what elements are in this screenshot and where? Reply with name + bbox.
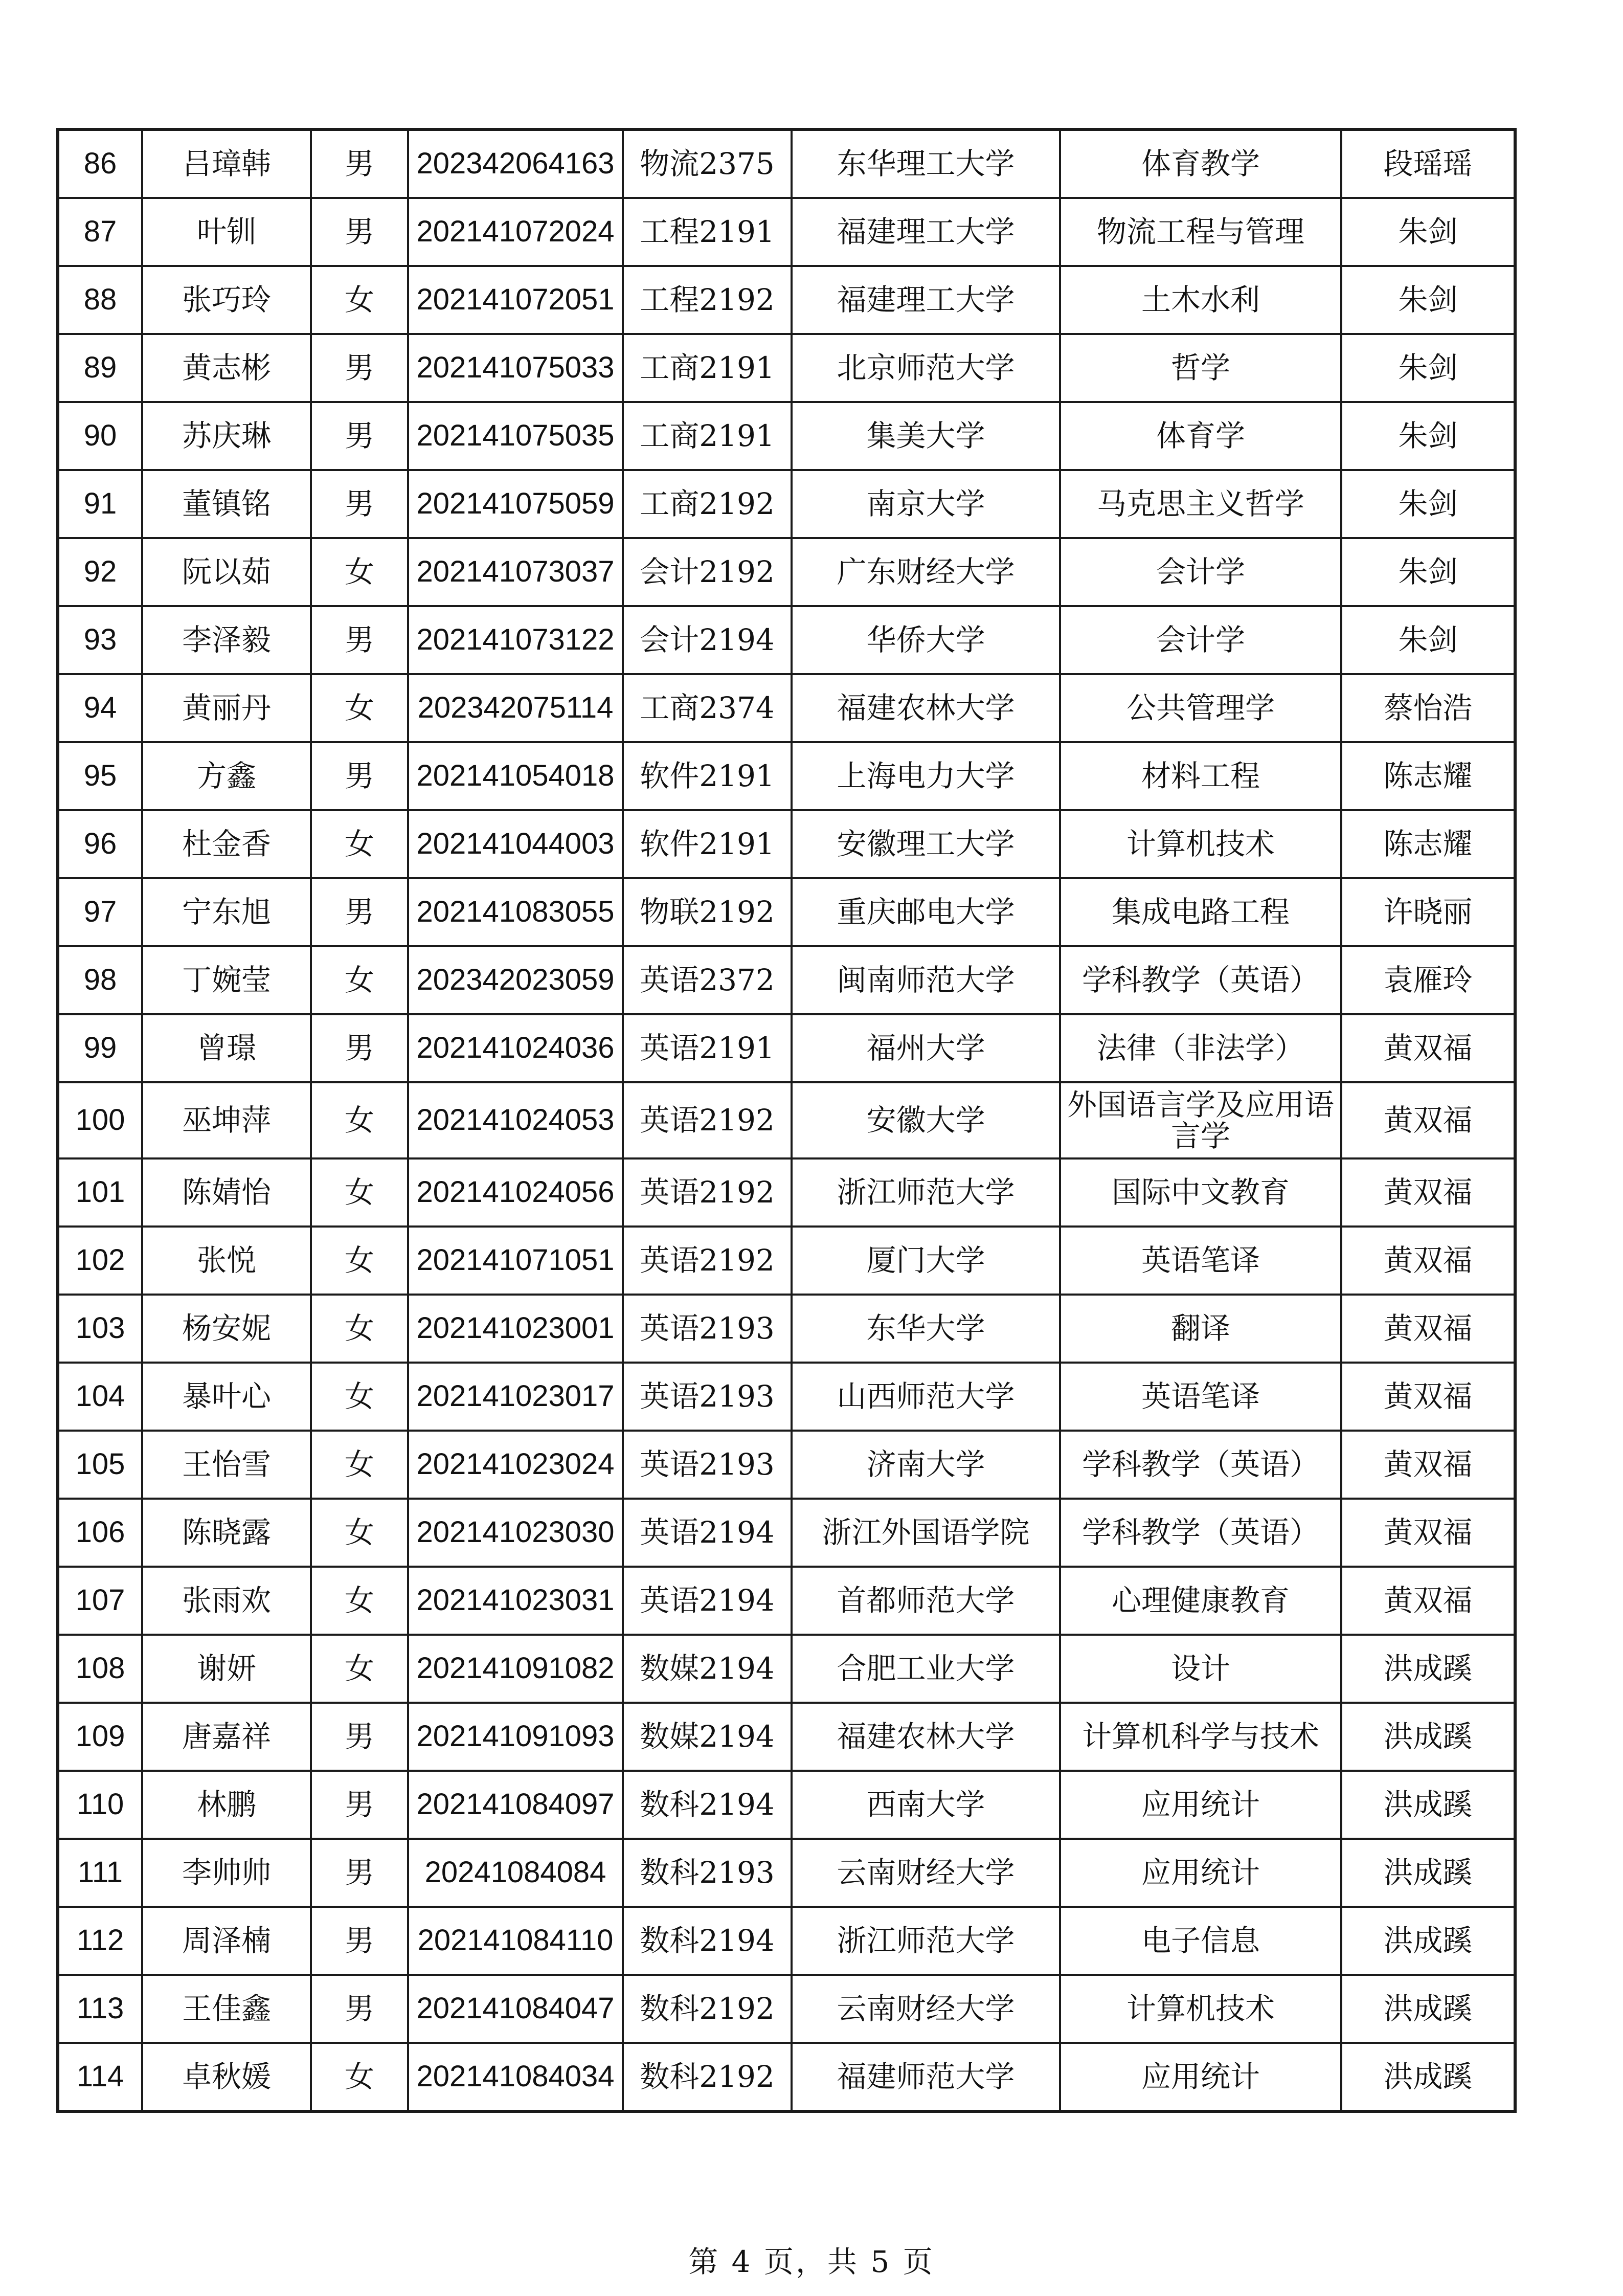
admitted-major: 英语笔译 — [1060, 1363, 1341, 1431]
admitted-major: 心理健康教育 — [1060, 1567, 1341, 1635]
advisor-name: 洪成蹊 — [1341, 1635, 1515, 1703]
advisor-name: 朱剑 — [1341, 198, 1515, 266]
student-class: 数科2192 — [623, 1975, 792, 2043]
row-number: 94 — [58, 674, 142, 742]
table-row — [58, 946, 1515, 1014]
admitted-university: 云南财经大学 — [792, 1975, 1060, 2043]
student-id: 202141072051 — [408, 266, 623, 334]
advisor-name: 陈志耀 — [1341, 742, 1515, 810]
table-row — [58, 674, 1515, 742]
row-number: 86 — [58, 129, 142, 198]
student-class: 英语2372 — [623, 946, 792, 1014]
admitted-major: 会计学 — [1060, 606, 1341, 674]
student-class: 英语2192 — [623, 1227, 792, 1295]
advisor-name: 黄双福 — [1341, 1014, 1515, 1082]
student-id: 202141072024 — [408, 198, 623, 266]
advisor-name: 洪成蹊 — [1341, 1907, 1515, 1975]
student-name: 吕璋韩 — [142, 129, 311, 198]
student-id: 202141083055 — [408, 878, 623, 946]
row-number: 113 — [58, 1975, 142, 2043]
student-gender: 男 — [311, 1839, 408, 1907]
student-gender: 男 — [311, 1014, 408, 1082]
student-id: 202141084097 — [408, 1771, 623, 1839]
row-number: 88 — [58, 266, 142, 334]
admitted-university: 浙江师范大学 — [792, 1907, 1060, 1975]
table-row — [58, 1431, 1515, 1499]
advisor-name: 朱剑 — [1341, 470, 1515, 538]
advisor-name: 朱剑 — [1341, 266, 1515, 334]
student-class: 英语2193 — [623, 1363, 792, 1431]
row-number: 100 — [58, 1082, 142, 1158]
admitted-major: 应用统计 — [1060, 1839, 1341, 1907]
advisor-name: 朱剑 — [1341, 334, 1515, 402]
student-name: 曾璟 — [142, 1014, 311, 1082]
row-number: 96 — [58, 810, 142, 878]
advisor-name: 黄双福 — [1341, 1295, 1515, 1363]
table-row — [58, 1499, 1515, 1567]
table-row — [58, 1635, 1515, 1703]
student-name: 宁东旭 — [142, 878, 311, 946]
advisor-name: 黄双福 — [1341, 1082, 1515, 1158]
advisor-name: 朱剑 — [1341, 402, 1515, 470]
student-name: 董镇铭 — [142, 470, 311, 538]
student-gender: 女 — [311, 1431, 408, 1499]
row-number: 114 — [58, 2043, 142, 2111]
student-name: 丁婉莹 — [142, 946, 311, 1014]
student-class: 英语2194 — [623, 1567, 792, 1635]
student-id: 202141084110 — [408, 1907, 623, 1975]
advisor-name: 许晓丽 — [1341, 878, 1515, 946]
student-gender: 女 — [311, 674, 408, 742]
admitted-university: 安徽理工大学 — [792, 810, 1060, 878]
table-row — [58, 1839, 1515, 1907]
admitted-university: 广东财经大学 — [792, 538, 1060, 606]
student-name: 谢妍 — [142, 1635, 311, 1703]
row-number: 93 — [58, 606, 142, 674]
row-number: 87 — [58, 198, 142, 266]
admitted-major: 学科教学（英语） — [1060, 1499, 1341, 1567]
student-name: 李帅帅 — [142, 1839, 311, 1907]
row-number: 101 — [58, 1158, 142, 1227]
student-id: 202141024053 — [408, 1082, 623, 1158]
student-name: 叶钏 — [142, 198, 311, 266]
row-number: 102 — [58, 1227, 142, 1295]
student-class: 软件2191 — [623, 742, 792, 810]
advisor-name: 黄双福 — [1341, 1227, 1515, 1295]
student-gender: 女 — [311, 1227, 408, 1295]
table-row — [58, 266, 1515, 334]
row-number: 111 — [58, 1839, 142, 1907]
student-name: 陈晓露 — [142, 1499, 311, 1567]
table-row — [58, 878, 1515, 946]
row-number: 99 — [58, 1014, 142, 1082]
row-number: 105 — [58, 1431, 142, 1499]
student-id: 202342023059 — [408, 946, 623, 1014]
admitted-major: 公共管理学 — [1060, 674, 1341, 742]
student-class: 工商2191 — [623, 402, 792, 470]
table-row — [58, 1014, 1515, 1082]
admitted-major: 英语笔译 — [1060, 1227, 1341, 1295]
student-id: 202141024036 — [408, 1014, 623, 1082]
student-name: 杜金香 — [142, 810, 311, 878]
row-number: 104 — [58, 1363, 142, 1431]
admitted-major: 材料工程 — [1060, 742, 1341, 810]
admitted-major: 体育学 — [1060, 402, 1341, 470]
admitted-university: 福州大学 — [792, 1014, 1060, 1082]
student-class: 物联2192 — [623, 878, 792, 946]
row-number: 107 — [58, 1567, 142, 1635]
table-row — [58, 1363, 1515, 1431]
advisor-name: 朱剑 — [1341, 538, 1515, 606]
table-row — [58, 1703, 1515, 1771]
admitted-university: 集美大学 — [792, 402, 1060, 470]
admitted-university: 重庆邮电大学 — [792, 878, 1060, 946]
student-gender: 男 — [311, 1907, 408, 1975]
admitted-university: 上海电力大学 — [792, 742, 1060, 810]
row-number: 98 — [58, 946, 142, 1014]
student-name: 陈婧怡 — [142, 1158, 311, 1227]
admitted-university: 云南财经大学 — [792, 1839, 1060, 1907]
advisor-name: 洪成蹊 — [1341, 2043, 1515, 2111]
student-class: 英语2191 — [623, 1014, 792, 1082]
advisor-name: 朱剑 — [1341, 606, 1515, 674]
student-gender: 女 — [311, 1363, 408, 1431]
admitted-major: 土木水利 — [1060, 266, 1341, 334]
admitted-major: 翻译 — [1060, 1295, 1341, 1363]
student-id: 202141091082 — [408, 1635, 623, 1703]
table-row — [58, 1975, 1515, 2043]
student-gender: 男 — [311, 878, 408, 946]
admitted-major: 物流工程与管理 — [1060, 198, 1341, 266]
admitted-major: 应用统计 — [1060, 1771, 1341, 1839]
student-class: 工商2191 — [623, 334, 792, 402]
student-id: 202141023001 — [408, 1295, 623, 1363]
student-class: 数科2193 — [623, 1839, 792, 1907]
admitted-major: 体育教学 — [1060, 129, 1341, 198]
student-class: 数媒2194 — [623, 1703, 792, 1771]
advisor-name: 洪成蹊 — [1341, 1771, 1515, 1839]
table-row — [58, 1158, 1515, 1227]
student-gender: 男 — [311, 1975, 408, 2043]
advisor-name: 洪成蹊 — [1341, 1975, 1515, 2043]
table-row — [58, 129, 1515, 198]
student-id: 20241084084 — [408, 1839, 623, 1907]
admitted-major: 学科教学（英语） — [1060, 1431, 1341, 1499]
student-gender: 男 — [311, 742, 408, 810]
student-gender: 男 — [311, 1771, 408, 1839]
admitted-university: 南京大学 — [792, 470, 1060, 538]
admitted-major: 设计 — [1060, 1635, 1341, 1703]
admitted-university: 合肥工业大学 — [792, 1635, 1060, 1703]
student-class: 英语2193 — [623, 1295, 792, 1363]
advisor-name: 黄双福 — [1341, 1431, 1515, 1499]
admitted-university: 西南大学 — [792, 1771, 1060, 1839]
admitted-university: 首都师范大学 — [792, 1567, 1060, 1635]
admitted-university: 安徽大学 — [792, 1082, 1060, 1158]
student-name: 张悦 — [142, 1227, 311, 1295]
advisor-name: 黄双福 — [1341, 1363, 1515, 1431]
student-id: 202141075059 — [408, 470, 623, 538]
student-name: 巫坤萍 — [142, 1082, 311, 1158]
advisor-name: 袁雁玲 — [1341, 946, 1515, 1014]
student-gender: 男 — [311, 402, 408, 470]
student-gender: 女 — [311, 2043, 408, 2111]
admitted-university: 福建理工大学 — [792, 266, 1060, 334]
student-gender: 男 — [311, 129, 408, 198]
student-id: 202141091093 — [408, 1703, 623, 1771]
student-gender: 女 — [311, 266, 408, 334]
student-gender: 女 — [311, 1158, 408, 1227]
student-id: 202141075033 — [408, 334, 623, 402]
admitted-university: 福建农林大学 — [792, 674, 1060, 742]
student-id: 202141054018 — [408, 742, 623, 810]
admitted-university: 厦门大学 — [792, 1227, 1060, 1295]
student-gender: 男 — [311, 334, 408, 402]
admitted-university: 浙江外国语学院 — [792, 1499, 1060, 1567]
admitted-major: 会计学 — [1060, 538, 1341, 606]
admitted-university: 东华大学 — [792, 1295, 1060, 1363]
student-class: 工商2192 — [623, 470, 792, 538]
admitted-university: 福建理工大学 — [792, 198, 1060, 266]
student-id: 202141044003 — [408, 810, 623, 878]
table-row — [58, 1082, 1515, 1158]
student-gender: 女 — [311, 1295, 408, 1363]
student-id: 202141023030 — [408, 1499, 623, 1567]
admitted-major: 哲学 — [1060, 334, 1341, 402]
student-class: 数科2194 — [623, 1771, 792, 1839]
admitted-major: 集成电路工程 — [1060, 878, 1341, 946]
row-number: 95 — [58, 742, 142, 810]
student-gender: 女 — [311, 538, 408, 606]
row-number: 97 — [58, 878, 142, 946]
table-row — [58, 1567, 1515, 1635]
table-row — [58, 742, 1515, 810]
row-number: 90 — [58, 402, 142, 470]
student-id: 202342075114 — [408, 674, 623, 742]
page-footer: 第 4 页，共 5 页 — [688, 2244, 935, 2279]
admitted-major: 外国语言学及应用语言学 — [1060, 1082, 1341, 1158]
student-name: 王怡雪 — [142, 1431, 311, 1499]
advisor-name: 洪成蹊 — [1341, 1703, 1515, 1771]
advisor-name: 段瑶瑶 — [1341, 129, 1515, 198]
row-number: 112 — [58, 1907, 142, 1975]
student-name: 方鑫 — [142, 742, 311, 810]
student-id: 202342064163 — [408, 129, 623, 198]
admitted-major: 国际中文教育 — [1060, 1158, 1341, 1227]
admitted-university: 东华理工大学 — [792, 129, 1060, 198]
row-number: 110 — [58, 1771, 142, 1839]
table-row — [58, 198, 1515, 266]
table-row — [58, 1907, 1515, 1975]
student-class: 会计2192 — [623, 538, 792, 606]
advisor-name: 陈志耀 — [1341, 810, 1515, 878]
row-number: 106 — [58, 1499, 142, 1567]
student-id: 202141073037 — [408, 538, 623, 606]
student-id: 202141084034 — [408, 2043, 623, 2111]
admitted-major: 法律（非法学） — [1060, 1014, 1341, 1082]
student-name: 卓秋媛 — [142, 2043, 311, 2111]
advisor-name: 洪成蹊 — [1341, 1839, 1515, 1907]
student-id: 202141073122 — [408, 606, 623, 674]
student-name: 苏庆琳 — [142, 402, 311, 470]
table-row — [58, 470, 1515, 538]
student-class: 工程2192 — [623, 266, 792, 334]
admitted-major: 马克思主义哲学 — [1060, 470, 1341, 538]
student-gender: 女 — [311, 946, 408, 1014]
student-gender: 女 — [311, 1567, 408, 1635]
student-name: 唐嘉祥 — [142, 1703, 311, 1771]
table-row — [58, 1227, 1515, 1295]
table-row — [58, 810, 1515, 878]
table-row — [58, 2043, 1515, 2111]
admitted-university: 北京师范大学 — [792, 334, 1060, 402]
student-class: 会计2194 — [623, 606, 792, 674]
student-class: 工商2374 — [623, 674, 792, 742]
row-number: 109 — [58, 1703, 142, 1771]
advisor-name: 蔡怡浩 — [1341, 674, 1515, 742]
table-row — [58, 334, 1515, 402]
admitted-university: 济南大学 — [792, 1431, 1060, 1499]
table-row — [58, 538, 1515, 606]
student-name: 杨安妮 — [142, 1295, 311, 1363]
student-class: 英语2192 — [623, 1158, 792, 1227]
student-id: 202141023017 — [408, 1363, 623, 1431]
admitted-major: 计算机技术 — [1060, 1975, 1341, 2043]
advisor-name: 黄双福 — [1341, 1567, 1515, 1635]
admitted-university: 山西师范大学 — [792, 1363, 1060, 1431]
student-class: 数科2194 — [623, 1907, 792, 1975]
table-row — [58, 606, 1515, 674]
roster-body — [58, 129, 1515, 2111]
row-number: 103 — [58, 1295, 142, 1363]
student-name: 李泽毅 — [142, 606, 311, 674]
row-number: 92 — [58, 538, 142, 606]
student-gender: 女 — [311, 1082, 408, 1158]
admitted-university: 浙江师范大学 — [792, 1158, 1060, 1227]
student-gender: 女 — [311, 1499, 408, 1567]
student-name: 黄志彬 — [142, 334, 311, 402]
admitted-university: 华侨大学 — [792, 606, 1060, 674]
table-row — [58, 1295, 1515, 1363]
student-class: 数科2192 — [623, 2043, 792, 2111]
row-number: 91 — [58, 470, 142, 538]
student-class: 数媒2194 — [623, 1635, 792, 1703]
admitted-major: 计算机科学与技术 — [1060, 1703, 1341, 1771]
student-id: 202141023024 — [408, 1431, 623, 1499]
student-gender: 男 — [311, 470, 408, 538]
admitted-university: 闽南师范大学 — [792, 946, 1060, 1014]
student-id: 202141075035 — [408, 402, 623, 470]
student-class: 软件2191 — [623, 810, 792, 878]
row-number: 89 — [58, 334, 142, 402]
advisor-name: 黄双福 — [1341, 1158, 1515, 1227]
advisor-name: 黄双福 — [1341, 1499, 1515, 1567]
admitted-major: 学科教学（英语） — [1060, 946, 1341, 1014]
table-row — [58, 1771, 1515, 1839]
admitted-university: 福建农林大学 — [792, 1703, 1060, 1771]
student-class: 英语2194 — [623, 1499, 792, 1567]
student-name: 林鹏 — [142, 1771, 311, 1839]
student-name: 王佳鑫 — [142, 1975, 311, 2043]
admitted-major: 电子信息 — [1060, 1907, 1341, 1975]
student-class: 英语2192 — [623, 1082, 792, 1158]
admitted-major: 计算机技术 — [1060, 810, 1341, 878]
student-class: 物流2375 — [623, 129, 792, 198]
student-name: 周泽楠 — [142, 1907, 311, 1975]
student-id: 202141023031 — [408, 1567, 623, 1635]
student-id: 202141024056 — [408, 1158, 623, 1227]
student-name: 张雨欢 — [142, 1567, 311, 1635]
admitted-major: 应用统计 — [1060, 2043, 1341, 2111]
student-gender: 女 — [311, 1635, 408, 1703]
table-row — [58, 402, 1515, 470]
student-id: 202141084047 — [408, 1975, 623, 2043]
admitted-university: 福建师范大学 — [792, 2043, 1060, 2111]
student-name: 阮以茹 — [142, 538, 311, 606]
student-gender: 男 — [311, 1703, 408, 1771]
student-name: 张巧玲 — [142, 266, 311, 334]
student-id: 202141071051 — [408, 1227, 623, 1295]
student-roster-table — [56, 128, 1517, 2113]
student-class: 工程2191 — [623, 198, 792, 266]
student-name: 暴叶心 — [142, 1363, 311, 1431]
student-gender: 男 — [311, 198, 408, 266]
row-number: 108 — [58, 1635, 142, 1703]
student-name: 黄丽丹 — [142, 674, 311, 742]
student-gender: 女 — [311, 810, 408, 878]
student-gender: 男 — [311, 606, 408, 674]
student-class: 英语2193 — [623, 1431, 792, 1499]
